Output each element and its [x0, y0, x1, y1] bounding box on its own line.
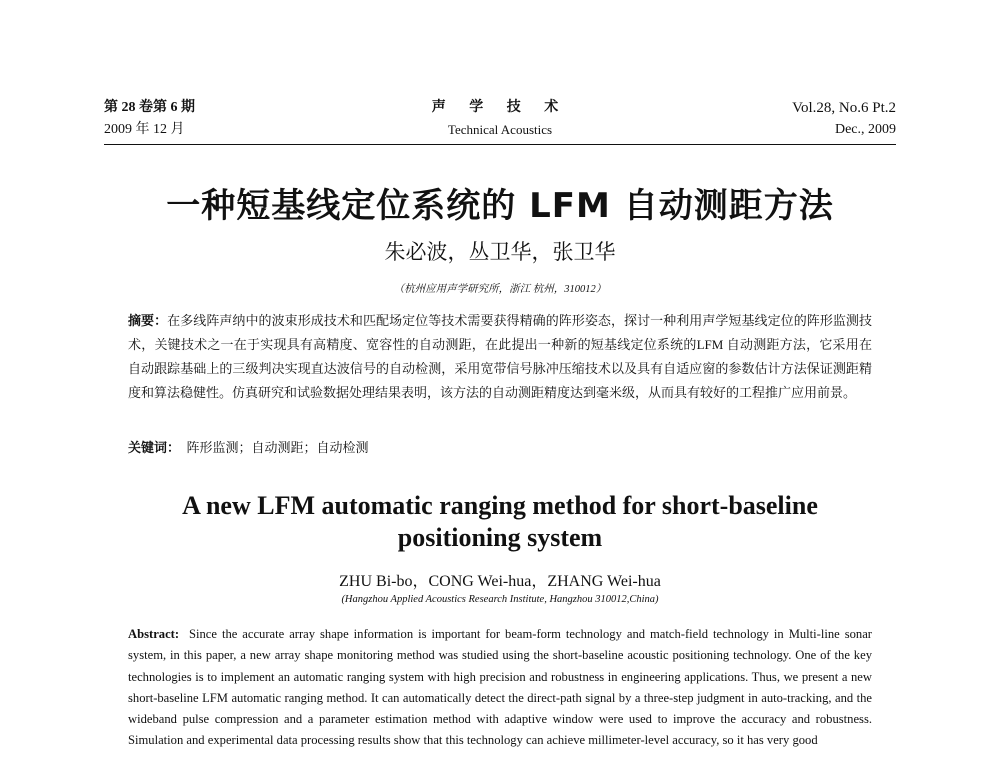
paper-title-en: A new LFM automatic ranging method for short-baseline positioning system [182, 491, 818, 552]
authors-en: ZHU Bi-bo，CONG Wei-hua，ZHANG Wei-hua [339, 573, 661, 590]
journal-name-en: Technical Acoustics [447, 122, 553, 137]
abstract-text-en: Since the accurate array shape information is important for beam-form technology and match-field technology in Multi-line sonar system, in this paper, a new array shape monitoring method was studied using the short-baseline acoustic positioning technology. One of the key technologies is to implement an automatic ranging system with high precision and robustness in engineering applications. Thus, we present a new short-baseline LFM automatic ranging method. It can automatically detect the direct-path signal by a three-step judgment in auto-tracking, and the wideband pulse compression and a parameter estimation method with adaptive window were used to improve the accuracy and robustness. Simulation and experimental data processing results show that this technology can achieve millimeter-level accuracy, so it has very good [128, 627, 873, 748]
keywords-label-cn: 关键词： [128, 440, 181, 455]
abstract-en [128, 624, 872, 752]
volume-issue-cn: 第 28 卷第 6 期 [104, 100, 195, 115]
paper-title-cn: 一种短基线定位系统的 LFM 自动测距方法 [166, 186, 834, 226]
keywords-cn [128, 438, 369, 458]
abstract-label-cn: 摘要： [128, 313, 168, 328]
authors-cn: 朱必波，丛卫华，张卫华 [384, 240, 616, 264]
date-cn: 2009 年 12 月 [104, 122, 185, 137]
abstract-cn [128, 309, 872, 405]
header-rule [104, 144, 896, 145]
date-en: Dec., 2009 [834, 122, 896, 137]
affiliation-en: (Hangzhou Applied Acoustics Research Institute, Hangzhou 310012,China) [341, 594, 659, 605]
affiliation-cn: （杭州应用声学研究所，浙江 杭州，310012） [393, 284, 607, 295]
volume-issue-en: Vol.28, No.6 Pt.2 [792, 100, 896, 116]
journal-name-cn: 声 学 技 术 [431, 100, 569, 115]
keywords-text-cn: 阵形监测；自动测距；自动检测 [186, 440, 369, 455]
abstract-label-en: Abstract: [128, 627, 180, 641]
abstract-text-cn: 在多线阵声纳中的波束形成技术和匹配场定位等技术需要获得精确的阵形姿态，探讨一种利用声学短基线定位的阵形监测技术，关键技术之一在于实现具有高精度、宽容性的自动测距，在此提出一种新的短基线定位系统的LFM 自动测距方法，它采用在自动跟踪基础上的三级判决实现直达波信号的自动检测，采用宽带信号脉冲压缩技术以及具有自适应窗的参数估计方法保证测距精度和算法稳健性。仿真研究和试验数据处理结果表明，该方法的自动测距精度达到毫米级，从而具有较好的工程推广应用前景。 [128, 313, 872, 400]
